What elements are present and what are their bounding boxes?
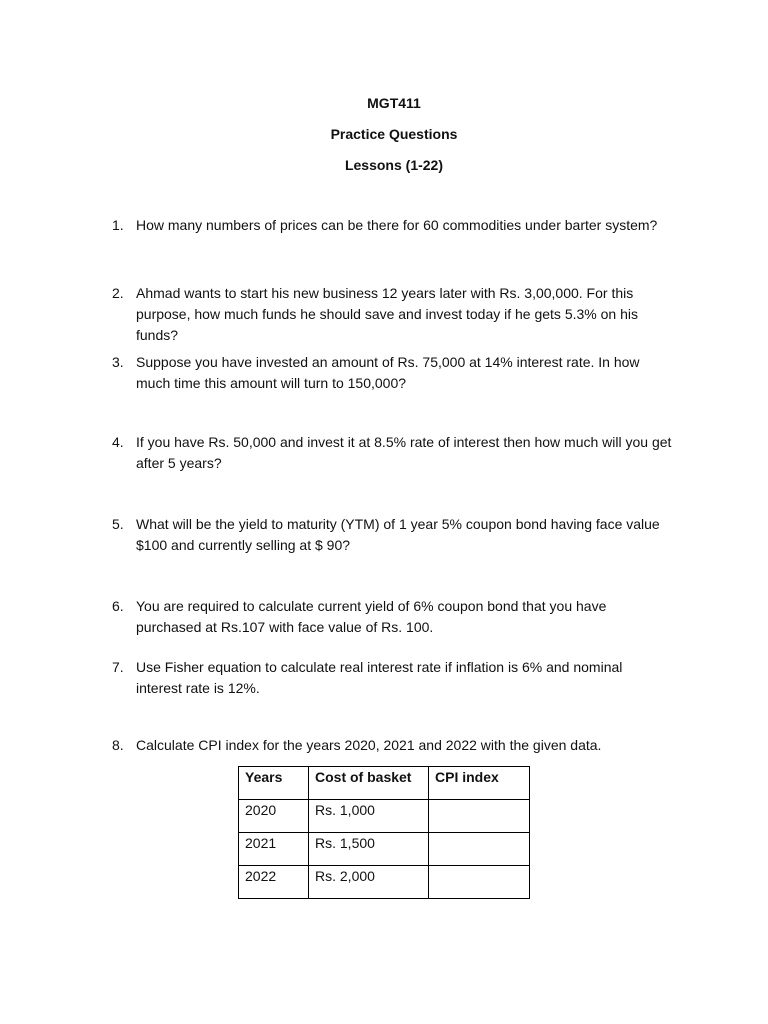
table-cell: 2022	[239, 866, 309, 899]
question-number: 6.	[112, 598, 124, 614]
question-text: You are required to calculate current yield of 6% coupon bond that you have purchased at Rs.107 with face value of Rs. 100.	[136, 598, 607, 635]
table-row	[239, 866, 530, 899]
question-text: Suppose you have invested an amount of Rs. 75,000 at 14% interest rate. In how much time this amount will turn to 150,000?	[136, 354, 640, 391]
cpi-table	[238, 766, 530, 899]
table-cell: 2020	[239, 800, 309, 833]
question-item	[112, 215, 672, 236]
question-number: 3.	[112, 354, 124, 370]
question-number: 4.	[112, 434, 124, 450]
question-number: 8.	[112, 737, 124, 753]
question-item	[112, 514, 672, 556]
question-number: 7.	[112, 659, 124, 675]
table-header-row	[239, 767, 530, 800]
lessons-range: Lessons (1-22)	[344, 157, 444, 173]
question-item	[112, 432, 672, 474]
question-number: 1.	[112, 217, 124, 233]
question-item	[112, 596, 672, 638]
table-cell	[429, 800, 530, 833]
question-text: Calculate CPI index for the years 2020, 2021 and 2022 with the given data.	[136, 737, 602, 753]
question-text: Use Fisher equation to calculate real interest rate if inflation is 6% and nominal interest rate is 12%.	[136, 659, 623, 696]
table-row	[239, 800, 530, 833]
column-header: Cost of basket	[309, 767, 429, 800]
document-title: Practice Questions	[330, 126, 458, 142]
question-text: Ahmad wants to start his new business 12 years later with Rs. 3,00,000. For this purpose, how much funds he should save and invest today if he gets 5.3% on his funds?	[136, 285, 638, 343]
course-code: MGT411	[367, 95, 421, 111]
question-item	[112, 352, 672, 394]
table-cell	[429, 833, 530, 866]
column-header: CPI index	[429, 767, 530, 800]
question-number: 2.	[112, 285, 124, 301]
table-cell: Rs. 1,000	[309, 800, 429, 833]
question-item	[112, 283, 672, 346]
column-header: Years	[239, 767, 309, 800]
table-row	[239, 833, 530, 866]
question-item	[112, 657, 672, 699]
question-text: What will be the yield to maturity (YTM) of 1 year 5% coupon bond having face value $100 and currently selling at $ 90?	[136, 516, 660, 553]
table-cell: Rs. 1,500	[309, 833, 429, 866]
table-cell: Rs. 2,000	[309, 866, 429, 899]
question-text: If you have Rs. 50,000 and invest it at 8.5% rate of interest then how much will you get after 5 years?	[136, 434, 672, 471]
table-cell	[429, 866, 530, 899]
question-item	[112, 735, 672, 756]
question-number: 5.	[112, 516, 124, 532]
table-cell: 2021	[239, 833, 309, 866]
question-text: How many numbers of prices can be there for 60 commodities under barter system?	[136, 217, 658, 233]
